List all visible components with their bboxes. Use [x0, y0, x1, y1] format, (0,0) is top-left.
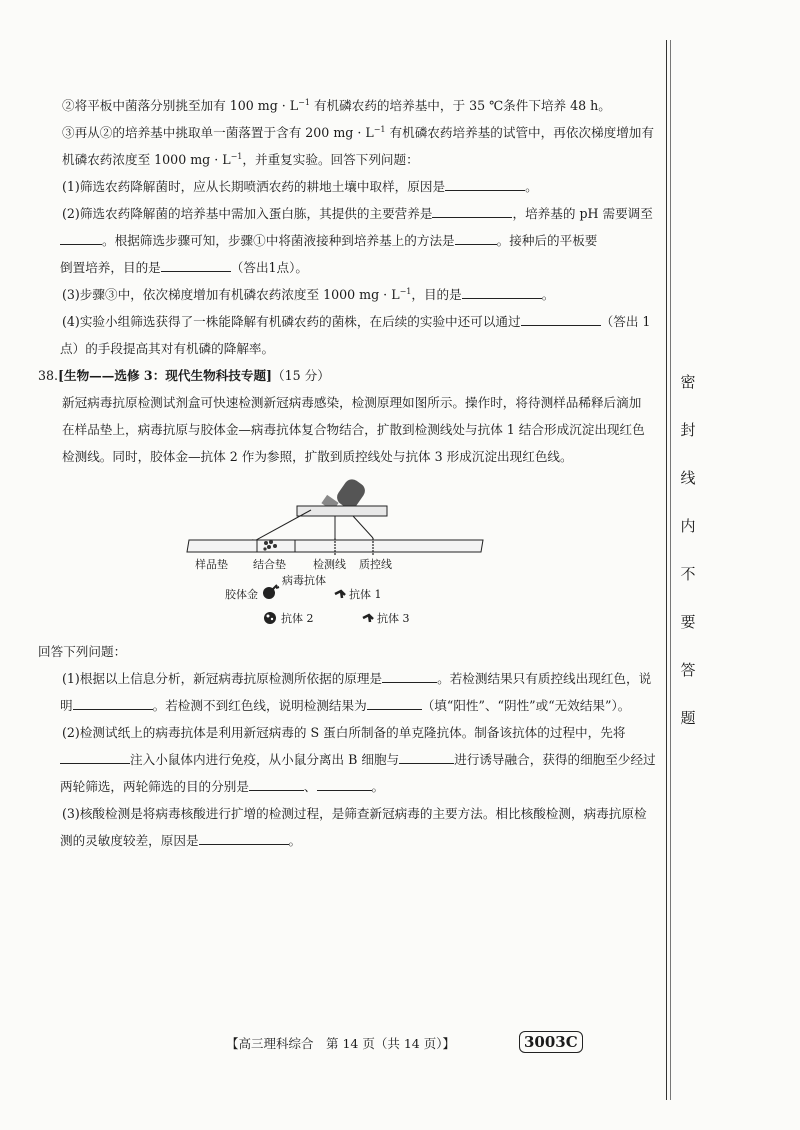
exam-code: 3003C — [519, 1031, 583, 1053]
label-conjugate-pad: 结合垫 — [253, 558, 286, 571]
question-1 — [38, 173, 666, 200]
text: 。 — [288, 833, 302, 848]
text: 在样品垫上，病毒抗原与胶体金—病毒抗体复合物结合，扩散到检测线处与抗体 1 结合形成沉淀出现红色 — [62, 422, 645, 437]
text: 倒置培养，目的是 — [60, 260, 161, 275]
antigen-test-diagram — [185, 470, 485, 638]
points: （15 分） — [272, 368, 330, 383]
answer-blank[interactable] — [367, 695, 422, 710]
label-test-line: 检测线 — [313, 558, 346, 571]
seal-char: 封 — [680, 421, 696, 439]
text: 有机磷农药培养基的试管中，再依次梯度增加有 — [385, 125, 654, 140]
text: 进行诱导融合，获得的细胞至少经过 — [454, 752, 656, 767]
seal-char: 要 — [680, 613, 696, 631]
seal-char: 线 — [680, 469, 696, 487]
text: 。若检测结果只有质控线出现红色，说 — [437, 671, 652, 686]
text: 注入小鼠体内进行免疫，从小鼠分离出 B 细胞与 — [130, 752, 400, 767]
label-antibody3: 抗体 3 — [377, 612, 410, 625]
answer-blank[interactable] — [455, 230, 497, 245]
question-38-2-cont — [38, 746, 666, 773]
stem-line-3 — [38, 443, 666, 470]
text: ，培养基的 pH 需要调至 — [512, 206, 653, 221]
question-2-cont — [38, 227, 666, 254]
text: 回答下列问题： — [38, 644, 127, 659]
question-2 — [38, 200, 666, 227]
question-38-heading — [38, 362, 666, 389]
superscript: −1 — [298, 97, 310, 107]
label-sample-pad: 样品垫 — [195, 558, 228, 571]
question-4-cont — [38, 335, 666, 362]
seal-char: 内 — [680, 517, 696, 535]
answer-blank[interactable] — [249, 776, 304, 791]
answer-blank[interactable] — [432, 203, 512, 218]
answer-blank[interactable] — [161, 257, 231, 272]
text: (1)根据以上信息分析，新冠病毒抗原检测所依据的原理是 — [62, 671, 383, 686]
stem-line-1 — [38, 389, 666, 416]
text: 、 — [303, 779, 317, 794]
answer-blank[interactable] — [60, 749, 130, 764]
text: 。接种后的平板要 — [496, 233, 598, 248]
text: (4)实验小组筛选获得了一株能降解有机磷农药的菌株，在后续的实验中还可以通过 — [62, 314, 521, 329]
text: 明 — [60, 698, 73, 713]
text: ②将平板中菌落分别挑至加有 100 mg · L — [62, 98, 299, 113]
answer-blank[interactable] — [462, 284, 542, 299]
step-3 — [38, 119, 666, 146]
text: 测的灵敏度较差，原因是 — [60, 833, 199, 848]
label-control-line: 质控线 — [359, 558, 392, 571]
text: （答出1点）。 — [230, 260, 309, 275]
binding-line-inner — [670, 40, 671, 1100]
text: 机磷农药浓度至 1000 mg · L — [62, 152, 231, 167]
text: 有机磷农药的培养基中，于 35 ℃条件下培养 48 h。 — [309, 98, 611, 113]
answer-blank[interactable] — [382, 668, 437, 683]
question-3 — [38, 281, 666, 308]
superscript: −1 — [230, 151, 243, 161]
question-38-3 — [38, 800, 666, 827]
text: 点）的手段提高其对有机磷的降解率。 — [60, 341, 275, 356]
answer-blank[interactable] — [399, 749, 454, 764]
text: 。若检测不到红色线，说明检测结果为 — [152, 698, 367, 713]
answer-blank[interactable] — [521, 311, 601, 326]
text: ，并重复实验。回答下列问题： — [242, 152, 419, 167]
text: ③再从②的培养基中挑取单一菌落置于含有 200 mg · L — [62, 125, 374, 140]
stem-line-2 — [38, 416, 666, 443]
answer-blank[interactable] — [199, 830, 289, 845]
question-38-1-cont — [38, 692, 666, 719]
arrow-control — [353, 516, 373, 538]
question-38-3-cont — [38, 827, 666, 854]
antibody3-icon — [363, 615, 373, 622]
question-2-cont2 — [38, 254, 666, 281]
step-3-cont — [38, 146, 666, 173]
question-4 — [38, 308, 666, 335]
section-title: [生物——选修 3：现代生物科技专题] — [58, 368, 273, 383]
binding-line — [666, 40, 667, 1100]
antibody1-icon — [335, 591, 345, 598]
seal-char: 不 — [680, 565, 696, 583]
colloidal-gold-icon — [263, 585, 279, 599]
prompt — [38, 638, 666, 665]
text: (3)核酸检测是将病毒核酸进行扩增的检测过程，是筛查新冠病毒的主要方法。相比核酸检测，病毒抗原检 — [62, 806, 647, 821]
text: (1)筛选农药降解菌时，应从长期喷洒农药的耕地土壤中取样，原因是 — [62, 179, 446, 194]
text: （填“阳性”、“阴性”或“无效结果”）。 — [421, 698, 631, 713]
text: ，目的是 — [411, 287, 462, 302]
text: (2)检测试纸上的病毒抗体是利用新冠病毒的 S 蛋白所制备的单克隆抗体。制备该抗体的过程中，先将 — [62, 725, 626, 740]
answer-blank[interactable] — [317, 776, 372, 791]
text: （答出 1 — [600, 314, 651, 329]
text: 两轮筛选，两轮筛选的目的分别是 — [60, 779, 249, 794]
seal-char: 答 — [680, 661, 696, 679]
seal-char: 密 — [680, 373, 696, 391]
text: 。 — [541, 287, 555, 302]
label-colloidal-gold: 胶体金 — [225, 588, 258, 601]
text: 。 — [371, 779, 385, 794]
superscript: −1 — [373, 124, 386, 134]
question-38-2-cont2 — [38, 773, 666, 800]
label-antibody2: 抗体 2 — [281, 612, 314, 625]
antibody2-icon — [264, 612, 276, 624]
text: 。根据筛选步骤可知，步骤①中将菌液接种到培养基上的方法是 — [102, 233, 455, 248]
question-number: 38. — [38, 368, 59, 383]
seal-notice — [676, 375, 700, 759]
sample-well — [297, 506, 387, 516]
question-content — [38, 92, 666, 854]
text: (2)筛选农药降解菌的培养基中需加入蛋白胨，其提供的主要营养是 — [62, 206, 433, 221]
label-virus-antibody: 病毒抗体 — [282, 574, 326, 587]
superscript: −1 — [399, 286, 412, 296]
page-footer: 【高三理科综合 第 14 页（共 14 页）】 — [226, 1036, 455, 1051]
step-2 — [38, 92, 666, 119]
text: 检测线。同时，胶体金—抗体 2 作为参照，扩散到质控线处与抗体 3 形成沉淀出现红色线。 — [62, 449, 573, 464]
answer-blank[interactable] — [445, 176, 525, 191]
test-strip-illustration — [185, 470, 485, 638]
question-38-1 — [38, 665, 666, 692]
question-38-2 — [38, 719, 666, 746]
label-antibody1: 抗体 1 — [349, 588, 382, 601]
text: (3)步骤③中，依次梯度增加有机磷农药浓度至 1000 mg · L — [62, 287, 400, 302]
answer-blank[interactable] — [60, 230, 102, 245]
answer-blank[interactable] — [73, 695, 153, 710]
text: 。 — [525, 179, 538, 194]
seal-char: 题 — [680, 709, 696, 727]
text: 新冠病毒抗原检测试剂盒可快速检测新冠病毒感染，检测原理如图所示。操作时，将待测样品稀释后滴加 — [62, 395, 642, 410]
